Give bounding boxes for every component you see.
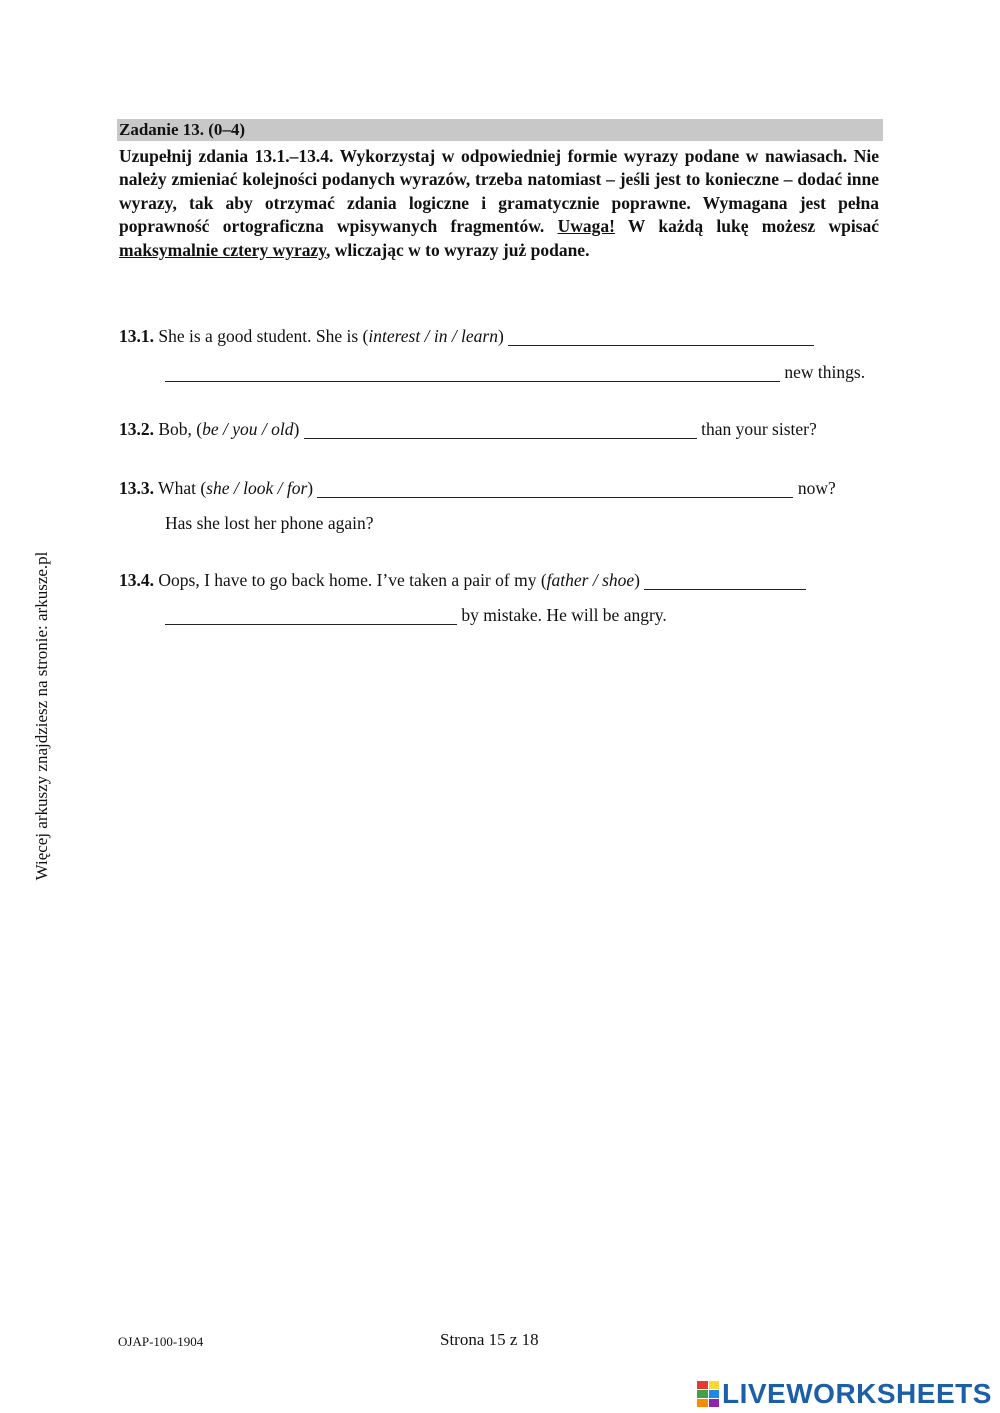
item-hint: interest / in / learn — [368, 326, 498, 346]
item-tail: new things. — [780, 362, 866, 382]
instructions-text-2: W każdą lukę możesz wpisać — [614, 216, 880, 237]
item-text: Bob, ( — [154, 419, 203, 439]
side-note: Więcej arkuszy znajdziesz na stronie: arkusze.pl — [32, 551, 51, 881]
logo-tile — [709, 1399, 720, 1407]
instructions-text-3: , wliczając w to wyrazy już podane. — [326, 239, 590, 260]
item-13-3 — [119, 478, 836, 499]
item-13-2 — [119, 419, 817, 440]
instructions-text: Uzupełnij zdania 13.1.–13.4. Wykorzystaj w odpowiedniej formie wyrazy podane w nawiasach. Nie należy zmieniać kolejności podanych wyrazów, trzeba natomiast – jeśli jest to konieczne – dodać inne wyrazy, tak aby otrzymać zdania logiczne i gramatycznie poprawne. Wymagana jest pełna poprawność ortograficzna wpisywanych fragmentów. — [119, 146, 879, 237]
max-words: maksymalnie cztery wyrazy — [119, 239, 327, 260]
answer-blank-13-4a[interactable] — [644, 571, 806, 590]
item-text: ) — [293, 419, 304, 439]
answer-blank-13-1a[interactable] — [508, 327, 814, 346]
page-number: Strona 15 z 18 — [440, 1330, 539, 1349]
item-hint: she / look / for — [206, 478, 308, 498]
item-tail: than your sister? — [696, 419, 817, 439]
item-13-3-extra: Has she lost her phone again? — [165, 513, 374, 533]
item-text: ) — [634, 570, 645, 590]
item-number: 13.3. — [119, 478, 154, 498]
item-number: 13.4. — [119, 570, 154, 590]
logo-tile — [697, 1390, 708, 1398]
task-instructions — [119, 145, 879, 262]
note-label: Uwaga! — [557, 216, 615, 237]
item-hint: be / you / old — [202, 419, 294, 439]
item-13-4-cont — [165, 605, 667, 626]
item-number: 13.2. — [119, 419, 154, 439]
logo-tile — [697, 1399, 708, 1407]
item-hint: father / shoe — [546, 570, 635, 590]
liveworksheets-logo-icon — [697, 1381, 719, 1407]
item-text: She is a good student. She is ( — [154, 326, 369, 346]
exam-code: OJAP-100-1904 — [118, 1334, 204, 1349]
item-number: 13.1. — [119, 326, 154, 346]
answer-blank-13-1b[interactable] — [165, 363, 780, 382]
task-title: Zadanie 13. (0–4) — [119, 120, 246, 139]
answer-blank-13-2[interactable] — [304, 420, 697, 439]
answer-blank-13-3[interactable] — [317, 479, 793, 498]
item-13-4 — [119, 570, 806, 591]
item-text: What ( — [154, 478, 207, 498]
item-text: ) — [307, 478, 318, 498]
item-13-1-cont — [165, 362, 865, 383]
answer-blank-13-4b[interactable] — [165, 606, 457, 625]
item-text: ) — [498, 326, 509, 346]
brand-name: LIVEWORKSHEETS — [722, 1378, 992, 1409]
task-header — [117, 119, 883, 141]
item-text: Oops, I have to go back home. I’ve taken a pair of my ( — [154, 570, 547, 590]
item-tail: now? — [793, 478, 836, 498]
item-13-1 — [119, 326, 814, 347]
item-tail: by mistake. He will be angry. — [457, 605, 667, 625]
logo-tile — [697, 1381, 708, 1389]
logo-tile — [709, 1390, 720, 1398]
logo-tile — [709, 1381, 720, 1389]
liveworksheets-brand[interactable] — [697, 1378, 992, 1410]
